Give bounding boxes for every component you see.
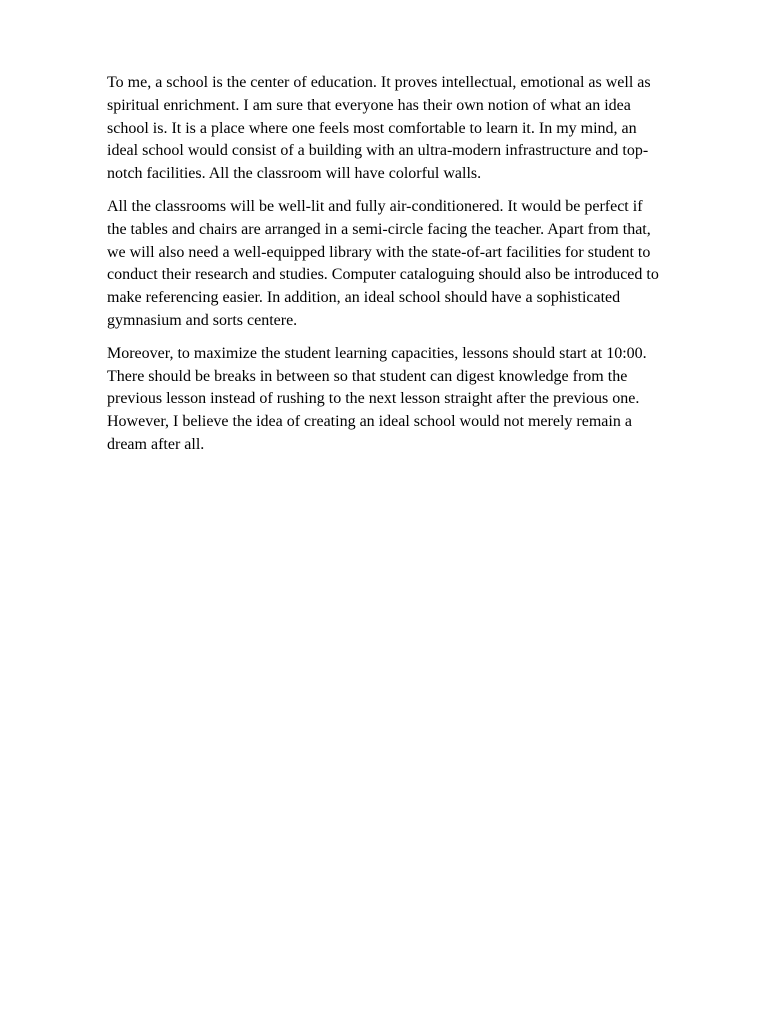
text-line: gymnasium and sorts centere. bbox=[107, 311, 298, 329]
text-line: notch facilities. All the classroom will have colorful walls. bbox=[107, 165, 482, 183]
paragraph-2 bbox=[107, 196, 717, 333]
paragraph-3 bbox=[107, 343, 717, 457]
document-body bbox=[107, 72, 717, 467]
text-line: dream after all. bbox=[107, 435, 205, 453]
text-line: However, I believe the idea of creating an ideal school would not merely remain a bbox=[107, 413, 632, 431]
text-line: spiritual enrichment. I am sure that everyone has their own notion of what an idea bbox=[107, 96, 631, 114]
text-line: make referencing easier. In addition, an ideal school should have a sophisticated bbox=[107, 289, 621, 307]
text-line: school is. It is a place where one feels most comfortable to learn it. In my mind, an bbox=[107, 119, 637, 137]
text-line: To me, a school is the center of education. It proves intellectual, emotional as well as bbox=[107, 74, 651, 91]
text-line: previous lesson instead of rushing to the next lesson straight after the previous one. bbox=[107, 390, 640, 408]
text-line: conduct their research and studies. Computer cataloguing should also be introduced to bbox=[107, 266, 659, 284]
text-line: we will also need a well-equipped library with the state-of-art facilities for student to bbox=[107, 243, 651, 261]
text-line: Moreover, to maximize the student learning capacities, lessons should start at 10:00. bbox=[107, 344, 647, 362]
text-line: All the classrooms will be well-lit and fully air-conditionered. It would be perfect if bbox=[107, 197, 643, 215]
text-line: ideal school would consist of a building with an ultra-modern infrastructure and top- bbox=[107, 142, 649, 160]
text-line: There should be breaks in between so that student can digest knowledge from the bbox=[107, 367, 628, 385]
text-line: the tables and chairs are arranged in a semi-circle facing the teacher. Apart from that, bbox=[107, 220, 651, 238]
paragraph-1 bbox=[107, 72, 717, 186]
